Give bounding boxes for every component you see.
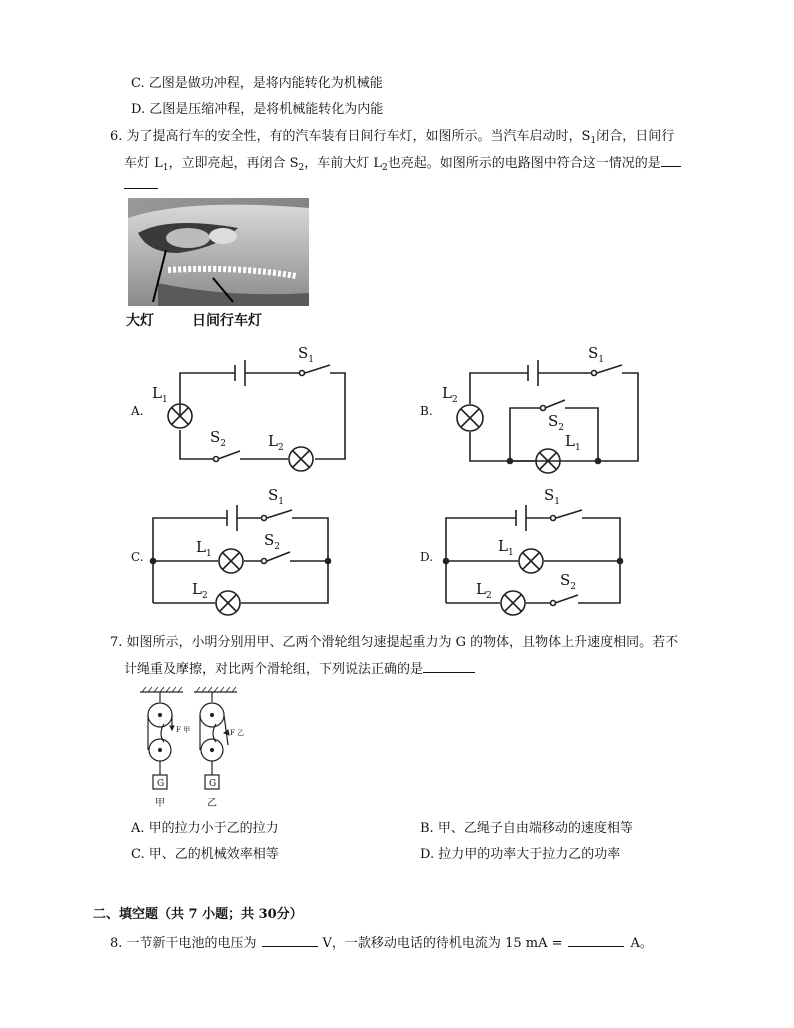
label-s1: $S_1$ — [298, 344, 315, 365]
photo-label-headlight: 大灯 — [126, 313, 154, 329]
circuit-c — [151, 505, 331, 615]
q7-option-a[interactable]: A. 甲的拉力小于乙的拉力 — [131, 821, 279, 836]
label-s1: $S_1$ — [588, 344, 605, 365]
answer-blank[interactable] — [262, 934, 318, 947]
answer-blank[interactable] — [661, 154, 681, 167]
section-heading: 二、填空题（共 7 小题；共 30分） — [93, 907, 303, 922]
car-photo-image — [128, 198, 309, 306]
circuit-a — [168, 360, 345, 471]
label-s1: $S_1$ — [544, 486, 561, 507]
circuit-d — [444, 505, 623, 615]
photo-label-daylight: 日间行车灯 — [192, 313, 262, 329]
weight-g-label: G — [157, 779, 165, 789]
q8-text: V，一款移动电话的待机电流为 15 mA = — [322, 936, 563, 951]
q8-text: 8. 一节新干电池的电压为 — [110, 936, 257, 951]
option-b-label[interactable]: B. — [420, 404, 433, 418]
subscript: 1 — [162, 163, 169, 173]
label-s2: $S_2$ — [560, 571, 577, 592]
q6-stem-text: 6. 为了提高行车的安全性，有的汽车装有日间行车灯，如图所示。当汽车启动时，S — [110, 129, 591, 144]
label-s1: $S_1$ — [268, 486, 285, 507]
label-l2: $L_2$ — [268, 432, 284, 453]
q6-stem-line1 — [110, 128, 674, 150]
circuit-b — [457, 360, 638, 473]
force-f-yi: F 乙 — [230, 729, 245, 737]
car-photo — [128, 198, 309, 306]
label-s2: $S_2$ — [548, 412, 565, 433]
subscript: 2 — [298, 163, 305, 173]
label-l1: $L_1$ — [565, 432, 581, 453]
q6-stem-text: 也亮起。如图所示的电路图中符合这一情况的是 — [387, 156, 661, 171]
answer-blank[interactable] — [423, 660, 475, 673]
label-l1: $L_1$ — [152, 384, 168, 405]
q7-stem-line2 — [124, 660, 475, 679]
q8-stem — [110, 934, 653, 953]
q5-option-d: D. 乙图是压缩冲程，是将机械能转化为内能 — [131, 102, 384, 117]
q5-option-c: C. 乙图是做功冲程，是将内能转化为机械能 — [131, 76, 383, 91]
q6-stem-text: ，立即亮起，再闭合 S — [168, 156, 299, 171]
q6-stem-text: 闭合，日间行 — [596, 129, 675, 144]
q7-stem-text: 计绳重及摩擦，对比两个滑轮组，下列说法正确的是 — [124, 662, 424, 677]
label-s2: $S_2$ — [264, 531, 281, 552]
label-l1: $L_1$ — [196, 538, 212, 559]
q7-stem-line1: 7. 如图所示，小明分别用甲、乙两个滑轮组匀速提起重力为 G 的物体，且物体上升速度相同。若不 — [110, 635, 679, 650]
label-l1: $L_1$ — [498, 537, 514, 558]
weight-g-label: G — [209, 779, 217, 789]
force-f-jia: F 甲 — [176, 726, 191, 734]
option-d-label[interactable]: D. — [420, 550, 434, 564]
q7-option-b[interactable]: B. 甲、乙绳子自由端移动的速度相等 — [420, 821, 633, 836]
q6-blank-cont — [124, 176, 158, 195]
label-l2: $L_2$ — [192, 580, 208, 601]
option-c-label[interactable]: C. — [131, 550, 144, 564]
answer-blank[interactable] — [124, 176, 158, 189]
pulley-figure — [140, 687, 237, 789]
subscript: 2 — [382, 163, 388, 173]
label-l2: $L_2$ — [476, 580, 492, 601]
q7-option-d[interactable]: D. 拉力甲的功率大于拉力乙的功率 — [420, 847, 621, 862]
label-l2: $L_2$ — [442, 384, 458, 405]
figure-label-jia: 甲 — [155, 798, 165, 809]
subscript: 1 — [590, 136, 597, 146]
q6-stem-line2 — [124, 154, 681, 177]
q6-stem-text: ，车前大灯 L — [304, 156, 383, 171]
answer-blank[interactable] — [568, 934, 624, 947]
label-s2: $S_2$ — [210, 428, 227, 449]
q8-text: A。 — [630, 936, 653, 951]
option-a-label[interactable]: A. — [131, 404, 144, 418]
q7-option-c[interactable]: C. 甲、乙的机械效率相等 — [131, 847, 279, 862]
figure-label-yi: 乙 — [207, 798, 217, 809]
q6-stem-text: 车灯 L — [124, 156, 163, 171]
